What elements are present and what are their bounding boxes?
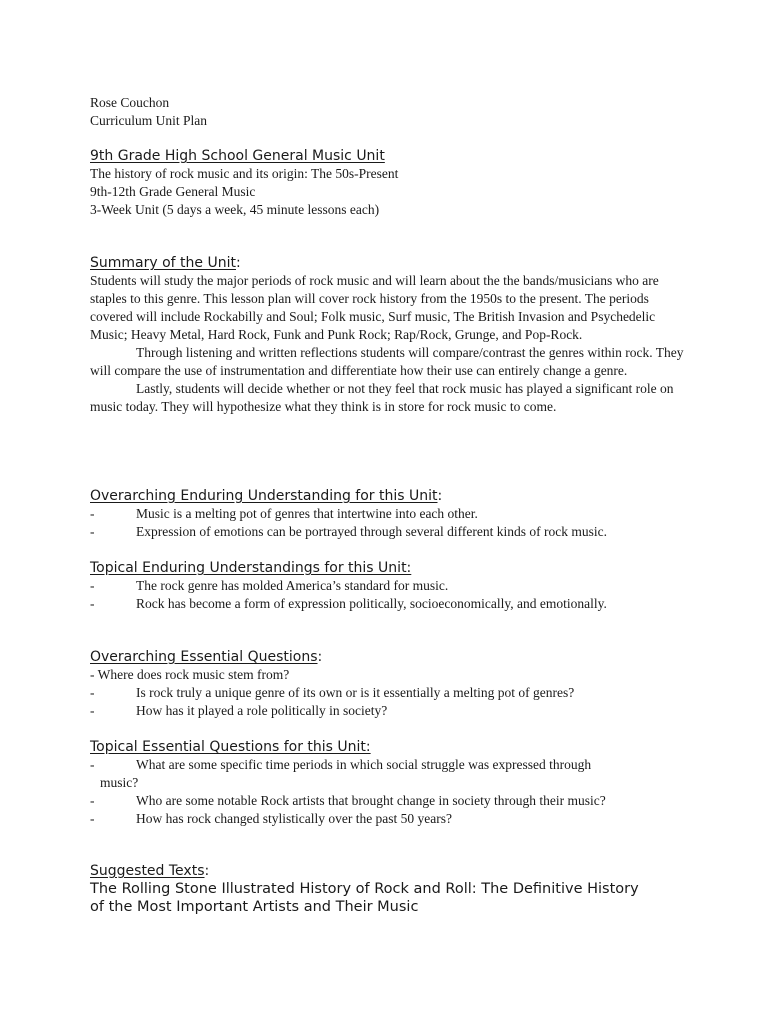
list-item: [90, 595, 690, 613]
list-item: [90, 810, 690, 828]
document-header: [90, 94, 690, 130]
list-dash: -: [90, 811, 95, 826]
list-dash: -: [90, 703, 95, 718]
summary-heading-text: Summary of the Unit: [90, 255, 236, 271]
topical-understandings-heading: Topical Enduring Understandings for this Unit:: [90, 560, 412, 576]
list-item-text: Music is a melting pot of genres that intertwine into each other.: [136, 506, 478, 521]
list-item-text: What are some specific time periods in which social struggle was expressed through: [136, 757, 592, 772]
list-dash: -: [90, 757, 95, 772]
list-item-text: How has rock changed stylistically over the past 50 years?: [136, 811, 453, 826]
topical-questions-section: [90, 738, 690, 828]
unit-grade: 9th-12th Grade General Music: [90, 184, 256, 199]
unit-topic: The history of rock music and its origin: The 50s-Present: [90, 166, 399, 181]
book-title-line-2: of the Most Important Artists and Their Music: [90, 899, 419, 915]
summary-paragraph-3: Lastly, students will decide whether or not they feel that rock music has played a significant role on music today. They will hypothesize what they think is in store for rock music to come.: [90, 381, 674, 414]
list-item-text: Is rock truly a unique genre of its own or is it essentially a melting pot of genres?: [136, 685, 575, 700]
suggested-texts-colon: :: [204, 863, 210, 879]
list-dash: -: [90, 506, 95, 521]
list-item-text: Expression of emotions can be portrayed through several different kinds of rock music.: [136, 524, 607, 539]
overarching-understanding-heading: [90, 487, 690, 505]
list-dash: -: [90, 524, 95, 539]
overarching-questions-section: [90, 648, 690, 720]
list-item: [90, 702, 690, 720]
overarching-questions-heading: [90, 648, 690, 666]
overarching-understanding-section: [90, 487, 690, 541]
summary-heading: [90, 254, 690, 272]
summary-heading-colon: :: [235, 255, 241, 271]
list-dash: -: [90, 793, 95, 808]
list-dash: -: [90, 578, 95, 593]
overarching-questions-colon: :: [317, 649, 323, 665]
list-item-continuation: music?: [100, 775, 139, 790]
overarching-questions-heading-text: Overarching Essential Questions: [90, 649, 318, 665]
suggested-texts-section: [90, 862, 690, 916]
overarching-understanding-colon: :: [437, 488, 443, 504]
unit-info: [90, 147, 690, 219]
summary-paragraph-2: Through listening and written reflections students will compare/contrast the genres within rock. They will compare the use of instrumentation and differentiate how their use can entirely change a genre.: [90, 345, 684, 378]
book-title-line-1: The Rolling Stone Illustrated History of Rock and Roll: The Definitive History: [90, 881, 639, 897]
list-item: [90, 505, 690, 523]
list-dash: -: [90, 685, 95, 700]
unit-title: 9th Grade High School General Music Unit: [90, 148, 385, 164]
list-item-text: How has it played a role politically in society?: [136, 703, 388, 718]
list-item: [90, 756, 690, 792]
list-item-text: Rock has become a form of expression politically, socioeconomically, and emotionally.: [136, 596, 607, 611]
list-item: [90, 523, 690, 541]
topical-questions-heading: Topical Essential Questions for this Unit:: [90, 739, 371, 755]
document-type: Curriculum Unit Plan: [90, 113, 207, 128]
summary-section: [90, 254, 690, 416]
suggested-texts-heading: [90, 862, 690, 880]
list-item-text: The rock genre has molded America’s standard for music.: [136, 578, 449, 593]
summary-paragraph-1: Students will study the major periods of rock music and will learn about the the bands/musicians who are staples to this genre. This lesson plan will cover rock history from the 1950s to the present. The periods covered will include Rockabilly and Soul; Folk music, Surf music, The British Invasion and Psychedelic Music; Heavy Metal, Hard Rock, Funk and Punk Rock; Rap/Rock, Grunge, and Pop-Rock.: [90, 273, 659, 342]
overarching-understanding-heading-text: Overarching Enduring Understanding for this Unit: [90, 488, 438, 504]
topical-understandings-section: [90, 559, 690, 613]
list-dash: -: [90, 596, 95, 611]
suggested-texts-heading-text: Suggested Texts: [90, 863, 205, 879]
author-name: Rose Couchon: [90, 95, 170, 110]
list-item: - Where does rock music stem from?: [90, 667, 290, 682]
list-item: [90, 577, 690, 595]
list-item-text: Who are some notable Rock artists that brought change in society through their music?: [136, 793, 606, 808]
unit-duration: 3-Week Unit (5 days a week, 45 minute lessons each): [90, 202, 380, 217]
list-item: [90, 792, 690, 810]
list-item: [90, 684, 690, 702]
